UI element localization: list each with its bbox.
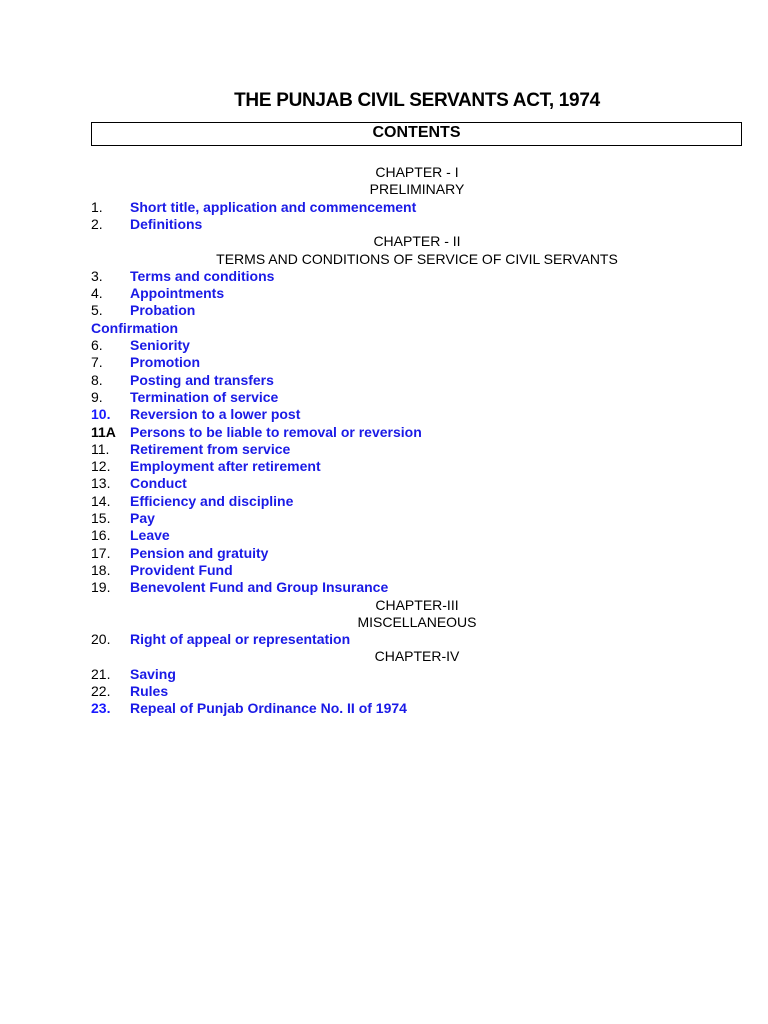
chapter-heading: TERMS AND CONDITIONS OF SERVICE OF CIVIL SERVANTS [216,250,618,267]
section-number: 10. [91,406,111,423]
section-number: 13. [91,475,111,492]
section-number: 8. [91,371,103,388]
chapter-heading: CHAPTER-IV [374,648,460,665]
toc-entry [0,285,768,302]
section-link[interactable]: Conduct [130,475,187,492]
section-link[interactable]: Promotion [130,354,200,371]
toc-entry [0,216,768,233]
section-number: 16. [91,527,111,544]
section-number: 3. [91,267,103,284]
toc-entry [0,337,768,354]
section-link[interactable]: Definitions [130,215,203,232]
toc-entry [0,579,768,596]
toc-entry [0,441,768,458]
contents-box [91,122,742,146]
contents-label: CONTENTS [372,124,461,141]
section-number: 9. [91,388,103,405]
toc-entry [0,683,768,700]
chapter-heading: PRELIMINARY [369,181,465,198]
toc-entry [0,389,768,406]
section-link[interactable]: Repeal of Punjab Ordinance No. II of 1974 [130,700,407,717]
section-link[interactable]: Seniority [130,337,190,353]
section-link[interactable]: Rules [130,683,169,699]
toc-entry [0,268,768,285]
section-number: 7. [91,354,103,371]
section-number: 21. [91,665,111,682]
section-number: 22. [91,683,111,699]
toc-entry [0,510,768,527]
chapter-heading: CHAPTER - II [373,233,461,250]
section-link[interactable]: Terms and conditions [130,267,275,284]
chapter-heading: CHAPTER-III [375,596,459,613]
section-number: 12. [91,458,111,475]
toc-entry [0,354,768,371]
chapter-heading: MISCELLANEOUS [357,613,477,630]
section-link[interactable]: Saving [130,665,176,682]
section-link[interactable]: Employment after retirement [130,458,321,475]
toc-entry [0,372,768,389]
section-number: 2. [91,215,103,232]
section-number: 11. [91,440,110,457]
toc-entry [0,666,768,683]
section-link[interactable]: Pay [130,510,155,526]
section-link[interactable]: Termination of service [130,388,279,405]
section-number: 5. [91,302,103,319]
section-link[interactable]: Efficiency and discipline [130,492,294,509]
toc-entry [0,527,768,544]
section-link[interactable]: Provident Fund [130,561,233,578]
section-link[interactable]: Reversion to a lower post [130,406,301,423]
toc-entry [0,545,768,562]
section-link[interactable]: Retirement from service [130,440,291,457]
toc-entry [0,424,768,441]
section-number: 18. [91,561,111,578]
section-number: 20. [91,631,111,648]
section-number: 14. [91,492,111,509]
section-number: 4. [91,285,103,302]
toc-entry [0,562,768,579]
toc-entry [0,406,768,423]
section-link[interactable]: Pension and gratuity [130,544,269,561]
section-number: 1. [91,198,103,215]
section-link[interactable]: Appointments [130,285,225,302]
section-link[interactable]: Right of appeal or representation [130,631,351,648]
toc-entry [0,458,768,475]
section-number: 23. [91,700,111,717]
toc-entry [0,302,768,319]
section-link[interactable]: Probation [130,302,196,319]
section-link[interactable]: Short title, application and commencement [130,198,417,215]
toc-entry [0,631,768,648]
toc-entry [0,493,768,510]
chapter-heading: CHAPTER - I [375,164,459,180]
toc-entry [0,475,768,492]
page-title: THE PUNJAB CIVIL SERVANTS ACT, 1974 [234,90,600,111]
section-number: 6. [91,337,103,353]
section-number: 11A [91,423,116,440]
toc-entry [0,320,768,337]
section-link[interactable]: Posting and transfers [130,371,274,388]
section-number: 19. [91,579,111,596]
toc-entry [0,199,768,216]
section-number: 15. [91,510,111,526]
section-number: 17. [91,544,111,561]
section-link[interactable]: Persons to be liable to removal or reversion [130,423,422,440]
toc-entry [0,700,768,717]
section-link[interactable]: Confirmation [91,319,179,336]
section-link[interactable]: Benevolent Fund and Group Insurance [130,579,389,596]
section-link[interactable]: Leave [130,527,170,544]
